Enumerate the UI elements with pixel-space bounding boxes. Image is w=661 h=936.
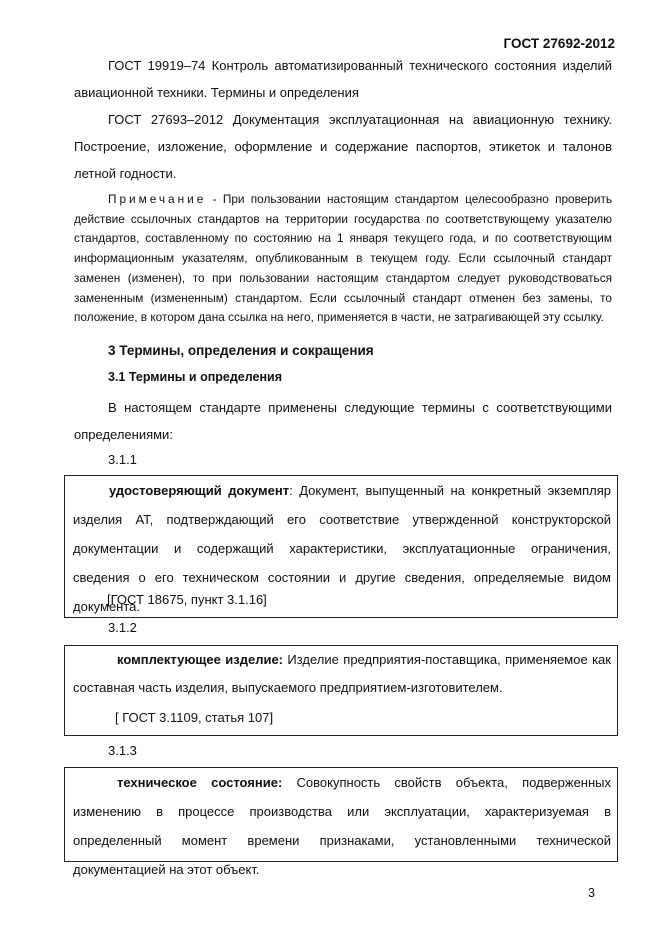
term-separator: : xyxy=(289,483,293,498)
section-intro: В настоящем стандарте применены следующие термины с соответствующими определениями: xyxy=(74,400,612,442)
note-text: - При пользовании настоящим стандартом целесообразно проверить действие ссылочных стандартов на территории государства по соответствующему указателю стандартов, составленному по состоянию на 1 января текущего года, и по соответствующим информационным указателям, опубликованным в текущем году. Если ссылочный стандарт заменен (изменен), то при пользовании настоящим стандартом следует руководствоваться замененным (измененным) стандартом. Если ссылочный стандарт отменен без замены, то положение, в котором дана ссылка на него, применяется в части, не затрагивающей эту ссылку. xyxy=(74,192,612,325)
section-title: 3 Термины, определения и сокращения xyxy=(108,343,374,358)
term-box-3 xyxy=(64,767,618,877)
note-paragraph xyxy=(74,190,612,328)
document-code-header: ГОСТ 27692-2012 xyxy=(503,36,615,51)
term-box-1 xyxy=(64,475,618,618)
term-name: техническое состояние: xyxy=(117,775,283,790)
term-source: [ГОСТ 18675, пункт 3.1.16] xyxy=(107,592,267,607)
term-number: 3.1.1 xyxy=(108,452,137,467)
term-box-2 xyxy=(64,645,618,736)
term-number: 3.1.3 xyxy=(108,743,137,758)
term-definition-text: Изделие предприятия-поставщика, применяемое как составная часть изделия, выпускаемого предприятием-изготовителем. xyxy=(73,652,611,695)
term-name: комплектующее изделие: xyxy=(117,652,283,667)
term-definition-3 xyxy=(73,768,611,884)
note-label: Примечание xyxy=(108,192,207,206)
term-number: 3.1.2 xyxy=(108,620,137,635)
reference-gost-19919: ГОСТ 19919–74 Контроль автоматизированный технического состояния изделий авиационной техники. Термины и определения xyxy=(74,58,612,100)
term-definition-2 xyxy=(73,646,611,702)
subsection-title: 3.1 Термины и определения xyxy=(108,370,282,384)
term-name: удостоверяющий документ xyxy=(109,483,290,498)
reference-gost-27693: ГОСТ 27693–2012 Документация эксплуатационная на авиационную технику. Построение, изложение, оформление и содержание паспортов, этикеток и талонов летной годности. xyxy=(74,112,612,181)
page-number: 3 xyxy=(588,886,595,900)
term-definition-text: Совокупность свойств объекта, подверженных изменению в процессе производства или эксплуатации, характеризуемая в определенный момент времени признаками, установленными технической документацией на этот объект. xyxy=(73,775,611,877)
term-definition-text: Документ, выпущенный на конкретный экземпляр изделия АТ, подтверждающий его соответствие утвержденной конструкторской документации и содержащий характеристики, эксплуатационные ограничения, сведения о его техническом состоянии и другие сведения, определяемые видом документа. xyxy=(73,483,611,614)
term-source: [ ГОСТ 3.1109, статья 107] xyxy=(115,710,274,725)
